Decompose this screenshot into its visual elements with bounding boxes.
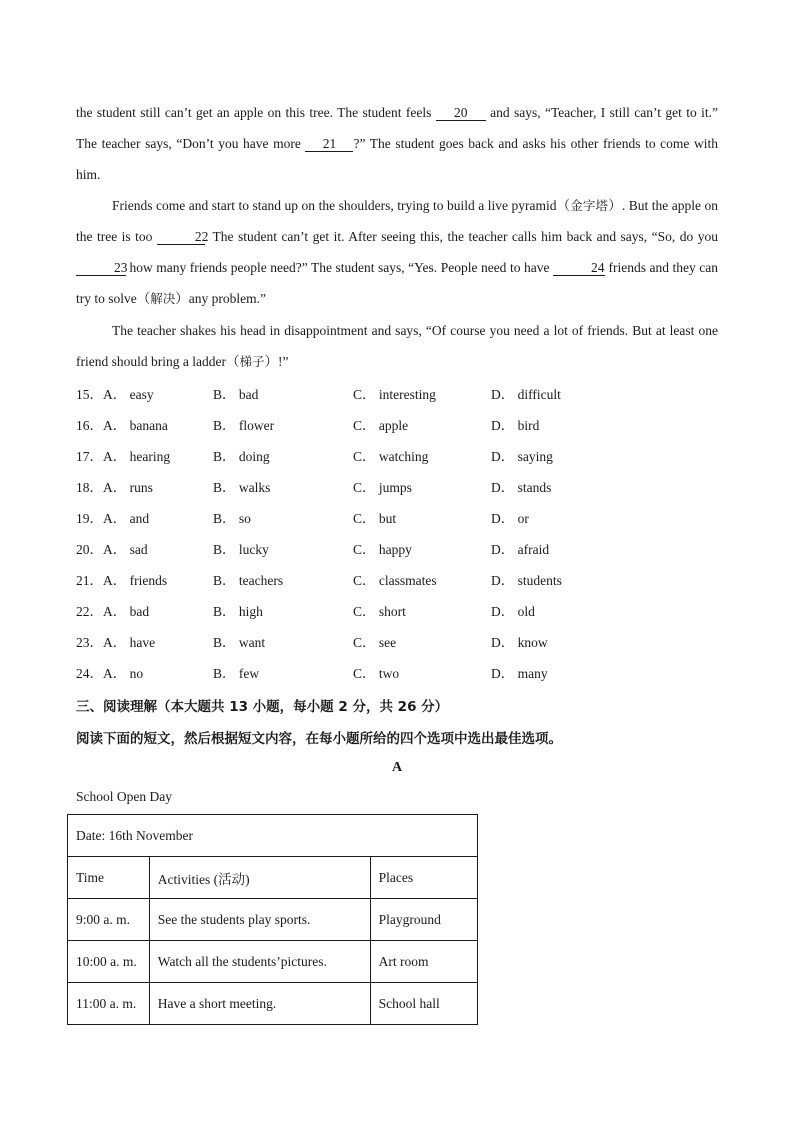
passage-text: friends and they can try to solve（ <box>76 260 718 306</box>
time-cell: 11:00 a. m. <box>68 983 150 1025</box>
passage-paragraph-1 <box>76 97 718 190</box>
date-cell: Date: 16th November <box>68 815 478 857</box>
option-b: B． few <box>213 666 260 682</box>
question-number: 15． <box>76 386 103 402</box>
passage-paragraph-3 <box>76 315 718 377</box>
table-row <box>68 941 478 983</box>
blank-21: 21 <box>305 136 353 152</box>
place-cell: School hall <box>370 983 477 1025</box>
option-b: B． doing <box>213 448 270 464</box>
option-b: B． want <box>213 635 266 651</box>
question-row <box>76 532 718 563</box>
header-activities: Activities (活动) <box>149 857 370 899</box>
chinese-gloss: 解决 <box>150 291 176 306</box>
option-a: A． no <box>103 666 144 682</box>
header-places: Places <box>370 857 477 899</box>
header-time: Time <box>68 857 150 899</box>
section-instruction: 阅读下面的短文，然后根据短文内容，在每小题所给的四个选项中选出最佳选项。 <box>76 731 562 747</box>
question-number: 16． <box>76 417 103 433</box>
time-cell: 10:00 a. m. <box>68 941 150 983</box>
option-a: A． banana <box>103 417 168 433</box>
question-number: 22． <box>76 604 103 620</box>
option-a: A． hearing <box>103 448 171 464</box>
option-c: C． happy <box>353 542 412 558</box>
question-row <box>76 595 718 626</box>
option-b: B． bad <box>213 386 259 402</box>
question-row <box>76 626 718 657</box>
question-row <box>76 470 718 501</box>
question-row <box>76 408 718 439</box>
option-b: B． so <box>213 510 251 526</box>
question-number: 23． <box>76 635 103 651</box>
blank-24: 24 <box>553 260 605 276</box>
schedule-table <box>67 814 478 1025</box>
passage-text: Friends come and start to stand up on the shoulders, trying to build a live pyramid（ <box>112 198 571 213</box>
passage-label: A <box>391 760 403 775</box>
option-d: D． difficult <box>491 386 561 402</box>
option-d: D． bird <box>491 417 540 433</box>
place-cell: Playground <box>370 899 477 941</box>
option-c: C． but <box>353 510 397 526</box>
option-a: A． friends <box>103 573 168 589</box>
chinese-gloss: 金字塔 <box>570 198 609 213</box>
blank-23: 23 <box>76 260 126 276</box>
question-number: 17． <box>76 448 103 464</box>
question-number: 19． <box>76 510 103 526</box>
table-header-row <box>68 857 478 899</box>
option-b: B． lucky <box>213 542 269 558</box>
chinese-gloss: 梯子 <box>239 354 265 369</box>
time-cell: 9:00 a. m. <box>68 899 150 941</box>
option-c: C． jumps <box>353 479 412 495</box>
question-row <box>76 501 718 532</box>
option-c: C． interesting <box>353 386 436 402</box>
question-row <box>76 377 718 408</box>
blank-20: 20 <box>436 105 486 121</box>
blank-22: 22 <box>157 229 205 245</box>
table-caption: School Open Day <box>76 789 172 804</box>
option-d: D． old <box>491 604 535 620</box>
table-row <box>68 899 478 941</box>
place-cell: Art room <box>370 941 477 983</box>
option-b: B． teachers <box>213 573 284 589</box>
option-c: C． watching <box>353 448 429 464</box>
option-c: C． see <box>353 635 397 651</box>
option-b: B． high <box>213 604 263 620</box>
passage-text: the student still can’t get an apple on this tree. The student feels <box>76 105 436 120</box>
passage-text: The teacher shakes his head in disappointment and says, “Of course you need a lot of friends. But at least one friend should bring a ladder（ <box>76 323 718 369</box>
option-d: D． or <box>491 510 529 526</box>
activity-cell: Watch all the students’pictures. <box>149 941 370 983</box>
option-d: D． stands <box>491 479 552 495</box>
passage-text: . The student can’t get it. After seeing this, the teacher calls him back and says, “So, do you <box>204 229 718 244</box>
passage-text: ）. But the apple on the tree is too <box>76 198 718 244</box>
option-c: C． two <box>353 666 400 682</box>
option-a: A． runs <box>103 479 153 495</box>
activity-cell: See the students play sports. <box>149 899 370 941</box>
passage-paragraph-2 <box>76 190 718 314</box>
section-heading: 三、阅读理解（本大题共 13 小题，每小题 2 分，共 26 分） <box>76 699 449 715</box>
passage-text: ?” The student goes back and asks his other friends to come with him. <box>76 136 718 182</box>
question-row <box>76 657 718 688</box>
question-number: 24． <box>76 666 103 682</box>
passage-text: ）!” <box>264 354 289 369</box>
option-c: C． short <box>353 604 406 620</box>
passage-text: how many friends people need?” The student says, “Yes. People need to have <box>126 260 553 275</box>
table-row <box>68 983 478 1025</box>
passage-text: and says, “Teacher, I still can’t get to it.” The teacher says, “Don’t you have more <box>76 105 718 151</box>
activity-cell: Have a short meeting. <box>149 983 370 1025</box>
question-row <box>76 564 718 595</box>
option-a: A． have <box>103 635 156 651</box>
option-a: A． bad <box>103 604 150 620</box>
option-d: D． afraid <box>491 542 550 558</box>
question-number: 18． <box>76 479 103 495</box>
question-row <box>76 439 718 470</box>
option-b: B． walks <box>213 479 271 495</box>
option-a: A． and <box>103 510 150 526</box>
option-d: D． many <box>491 666 548 682</box>
option-a: A． sad <box>103 542 148 558</box>
question-number: 20． <box>76 542 103 558</box>
question-options-list <box>76 377 718 688</box>
option-d: D． students <box>491 573 562 589</box>
option-d: D． saying <box>491 448 553 464</box>
table-date-row <box>68 815 478 857</box>
question-number: 21． <box>76 573 103 589</box>
option-d: D． know <box>491 635 548 651</box>
option-b: B． flower <box>213 417 275 433</box>
option-a: A． easy <box>103 386 154 402</box>
option-c: C． apple <box>353 417 409 433</box>
option-c: C． classmates <box>353 573 437 589</box>
passage-text: ）any problem.” <box>175 291 266 306</box>
